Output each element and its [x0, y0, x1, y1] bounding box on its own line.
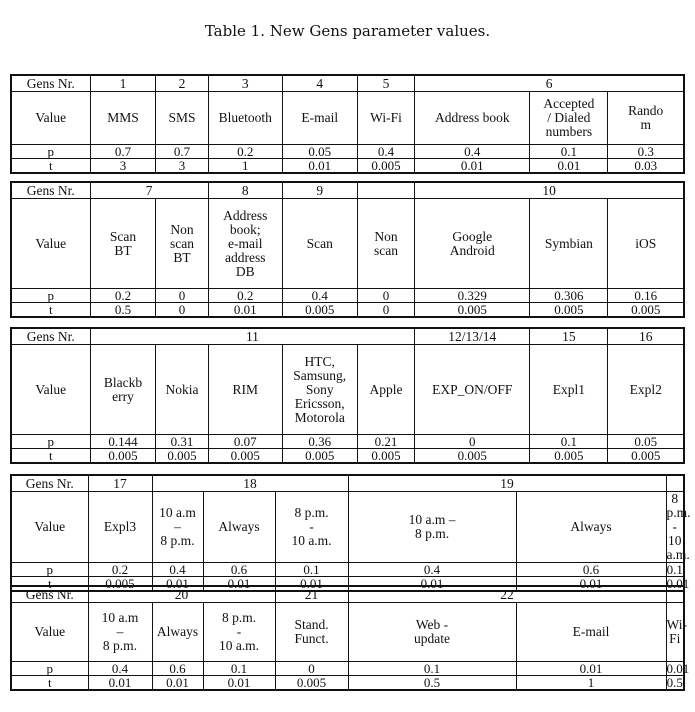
p-cell: 0.2 — [208, 289, 282, 303]
table-block-2 — [10, 181, 685, 318]
p-cell: 0.31 — [156, 435, 208, 449]
gens-number: 15 — [530, 328, 608, 345]
p-cell: 0.4 — [88, 662, 152, 676]
gens-nr-label: Gens Nr. — [11, 586, 88, 603]
gens-nr-label: Gens Nr. — [11, 75, 90, 92]
value-cell: 10 a.m – 8 p.m. — [348, 492, 516, 563]
p-cell: 0.4 — [348, 563, 516, 577]
gens-number: 12/13/14 — [415, 328, 530, 345]
value-cell: Nokia — [156, 345, 208, 435]
p-label: p — [11, 563, 88, 577]
p-cell: 0.1 — [203, 662, 275, 676]
table-caption: Table 1. New Gens parameter values. — [204, 22, 491, 40]
t-cell: 3 — [156, 159, 208, 174]
value-cell: Bluetooth — [208, 92, 282, 145]
t-cell: 0.01 — [152, 577, 203, 592]
t-cell: 0.5 — [666, 674, 683, 690]
t-cell: 0.005 — [415, 303, 530, 318]
table-block-4 — [10, 474, 691, 592]
p-cell: 0.3 — [608, 145, 684, 159]
t-cell: 0.005 — [88, 577, 152, 592]
p-label: p — [11, 289, 90, 303]
p-cell: 0.6 — [203, 563, 275, 577]
t-cell: 0.005 — [275, 676, 348, 691]
value-cell: Always — [152, 603, 203, 662]
t-cell: 0.5 — [348, 676, 516, 691]
p-cell: 0.2 — [90, 289, 156, 303]
t-cell: 0.005 — [90, 449, 156, 464]
value-cell: Accepted / Dialed numbers — [530, 92, 608, 145]
t-label: t — [11, 449, 90, 464]
p-cell: 0.6 — [152, 662, 203, 676]
t-cell: 1 — [208, 159, 282, 174]
value-cell: Symbian — [530, 199, 608, 289]
value-label: Value — [11, 92, 90, 145]
value-cell: 10 a.m – 8 p.m. — [88, 603, 152, 662]
t-cell: 0.01 — [88, 676, 152, 691]
p-cell: 0.7 — [156, 145, 208, 159]
gens-number: 17 — [88, 475, 152, 492]
t-cell: 0.005 — [282, 303, 357, 318]
value-cell: Web - update — [348, 603, 516, 662]
value-cell: EXP_ON/OFF — [415, 345, 530, 435]
gens-number: 11 — [90, 328, 415, 345]
gens-number: 22 — [348, 586, 666, 603]
t-cell: 0.03 — [608, 159, 684, 174]
t-cell: 0.01 — [152, 676, 203, 691]
t-cell: 0.01 — [208, 303, 282, 318]
p-label: p — [11, 662, 88, 676]
value-cell: Address book — [415, 92, 530, 145]
p-cell: 0.4 — [282, 289, 357, 303]
t-cell: 0.01 — [282, 159, 357, 174]
gens-number: 7 — [90, 182, 208, 199]
p-cell: 0.05 — [608, 435, 684, 449]
value-cell: Apple — [357, 345, 415, 435]
t-cell: 0.005 — [156, 449, 208, 464]
value-cell: Always — [203, 492, 275, 563]
value-cell: Scan BT — [90, 199, 156, 289]
value-cell: Expl2 — [608, 345, 684, 435]
value-cell: Stand. Funct. — [275, 603, 348, 662]
t-cell: 0.005 — [208, 449, 282, 464]
gens-nr-label: Gens Nr. — [11, 475, 88, 492]
value-cell: Expl3 — [88, 492, 152, 563]
gens-number: 3 — [208, 75, 282, 92]
p-cell: 0.01 — [666, 660, 690, 676]
value-cell: 10 a.m – 8 p.m. — [152, 492, 203, 563]
gens-number: 5 — [357, 75, 415, 92]
p-cell: 0.306 — [530, 289, 608, 303]
value-cell: Non scan BT — [156, 199, 208, 289]
gens-number: 20 — [88, 586, 275, 603]
t-cell: 0.005 — [357, 449, 415, 464]
t-cell: 0.01 — [530, 159, 608, 174]
value-cell: 8 p.m. - 10 a.m. — [666, 491, 691, 562]
gens-number: 4 — [282, 75, 357, 92]
gens-number: 8 — [208, 182, 282, 199]
value-cell: 8 p.m. - 10 a.m. — [203, 603, 275, 662]
t-label: t — [11, 303, 90, 318]
p-cell: 0 — [275, 662, 348, 676]
p-cell: 0.1 — [530, 435, 608, 449]
p-cell: 0.05 — [282, 145, 357, 159]
p-cell: 0.1 — [666, 561, 683, 577]
gens-nr-label: Gens Nr. — [11, 328, 90, 345]
value-cell: Wi-Fi — [357, 92, 415, 145]
table-block-5 — [10, 585, 690, 691]
t-cell: 0.005 — [608, 303, 684, 318]
t-cell: 0.01 — [203, 676, 275, 691]
t-cell: 0.005 — [608, 449, 684, 464]
t-cell: 3 — [90, 159, 156, 174]
p-label: p — [11, 145, 90, 159]
gens-number: 9 — [282, 182, 357, 199]
gens-number: 19 — [348, 475, 666, 492]
value-cell: Expl1 — [530, 345, 608, 435]
p-cell: 0 — [156, 289, 208, 303]
gens-number — [357, 182, 415, 199]
p-cell: 0.4 — [357, 145, 415, 159]
p-cell: 0.6 — [516, 563, 666, 577]
value-cell: HTC, Samsung, Sony Ericsson, Motorola — [282, 345, 357, 435]
t-label: t — [11, 159, 90, 174]
value-label: Value — [11, 603, 88, 662]
gens-number: 2 — [156, 75, 208, 92]
t-cell: 0.01 — [415, 159, 530, 174]
t-cell: 0.005 — [415, 449, 530, 464]
t-cell: 0 — [156, 303, 208, 318]
value-cell: iOS — [608, 199, 684, 289]
p-cell: 0.01 — [516, 662, 666, 676]
value-cell: E-mail — [282, 92, 357, 145]
p-label: p — [11, 435, 90, 449]
t-cell: 0.005 — [530, 449, 608, 464]
p-cell: 0.2 — [208, 145, 282, 159]
p-cell: 0 — [357, 289, 415, 303]
gens-number: 21 — [275, 586, 348, 603]
value-cell: Google Android — [415, 199, 530, 289]
table-block-1 — [10, 74, 685, 174]
p-cell: 0.1 — [275, 563, 348, 577]
t-cell: 1 — [516, 676, 666, 691]
p-cell: 0.4 — [152, 563, 203, 577]
value-cell: Address book; e-mail address DB — [208, 199, 282, 289]
gens-number: 18 — [152, 475, 348, 492]
value-cell: Blackb erry — [90, 345, 156, 435]
gens-nr-label: Gens Nr. — [11, 182, 90, 199]
value-cell: Scan — [282, 199, 357, 289]
value-cell: Non scan — [357, 199, 415, 289]
table-block-3 — [10, 327, 685, 464]
p-cell: 0.1 — [530, 145, 608, 159]
p-cell: 0.07 — [208, 435, 282, 449]
t-cell: 0.005 — [282, 449, 357, 464]
t-cell: 0.01 — [348, 577, 516, 592]
value-cell: Wi-Fi — [666, 603, 684, 662]
p-cell: 0.4 — [415, 145, 530, 159]
value-cell: E-mail — [516, 603, 666, 662]
p-cell: 0.7 — [90, 145, 156, 159]
t-cell: 0.5 — [90, 303, 156, 318]
p-cell: 0.16 — [608, 289, 684, 303]
gens-number: 16 — [608, 328, 684, 345]
p-cell: 0 — [415, 435, 530, 449]
t-cell: 0.005 — [530, 303, 608, 318]
t-cell: 0.01 — [516, 577, 666, 592]
value-label: Value — [11, 492, 88, 563]
gens-number: 6 — [415, 75, 684, 92]
t-cell: 0.005 — [357, 159, 415, 174]
t-cell: 0.01 — [203, 577, 275, 592]
gens-number: 10 — [415, 182, 684, 199]
p-cell: 0.2 — [88, 563, 152, 577]
p-cell: 0.1 — [348, 662, 516, 676]
value-cell: Always — [516, 492, 666, 563]
p-cell: 0.144 — [90, 435, 156, 449]
gens-number: 1 — [90, 75, 156, 92]
value-cell: RIM — [208, 345, 282, 435]
t-cell: 0 — [357, 303, 415, 318]
t-cell: 0.01 — [666, 575, 690, 591]
value-cell: SMS — [156, 92, 208, 145]
value-label: Value — [11, 199, 90, 289]
p-cell: 0.329 — [415, 289, 530, 303]
value-cell: 8 p.m. - 10 a.m. — [275, 492, 348, 563]
value-cell: Rando m — [608, 92, 684, 145]
p-cell: 0.21 — [357, 435, 415, 449]
value-cell: MMS — [90, 92, 156, 145]
t-cell: 0.01 — [275, 577, 348, 592]
p-cell: 0.36 — [282, 435, 357, 449]
value-label: Value — [11, 345, 90, 435]
t-label: t — [11, 577, 88, 592]
t-label: t — [11, 676, 88, 691]
